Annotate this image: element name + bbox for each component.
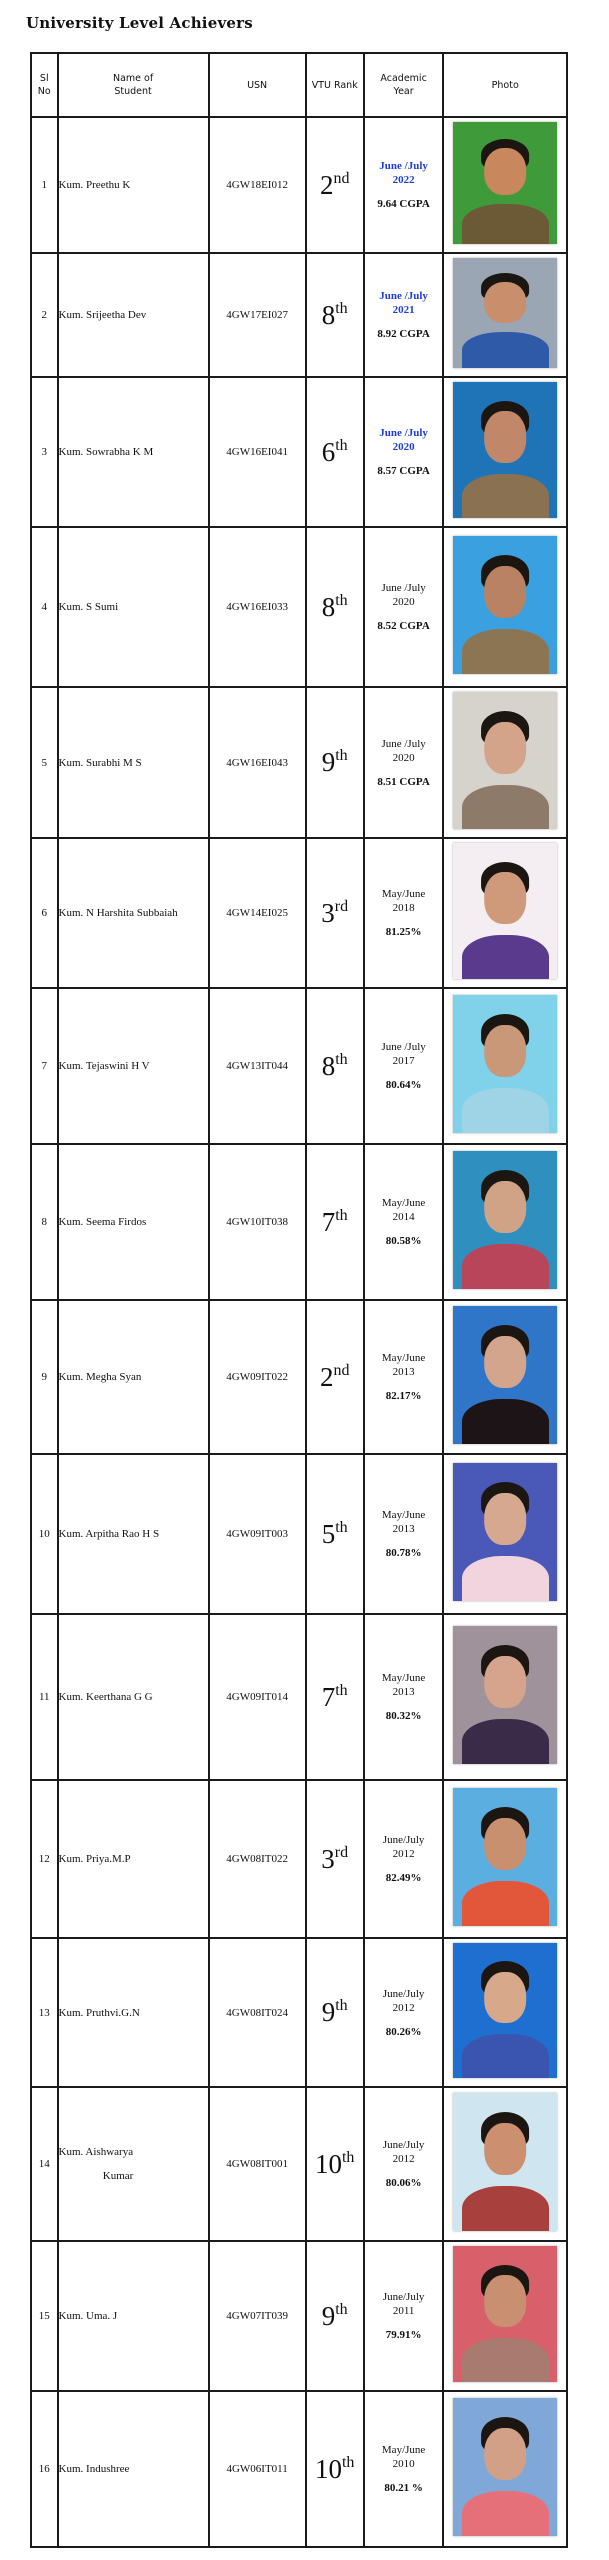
header-year: Academic Year — [364, 53, 444, 117]
student-photo — [453, 382, 557, 518]
vtu-rank-cell — [306, 253, 364, 377]
usn-cell: 4GW09IT003 — [209, 1454, 306, 1614]
photo-body-shape — [462, 629, 549, 673]
sl-no-cell: 8 — [31, 1144, 58, 1300]
exam-year: 2013 — [392, 1686, 415, 1698]
exam-year: 2020 — [392, 596, 415, 608]
student-name-cell — [58, 2087, 209, 2241]
exam-year: 2013 — [392, 1523, 415, 1535]
sl-no-cell: 3 — [31, 377, 58, 527]
score: 80.78% — [385, 1547, 422, 1559]
rank-suffix: rd — [334, 897, 349, 915]
rank-suffix: th — [335, 1518, 348, 1536]
vtu-rank-cell — [306, 2391, 364, 2547]
table-row — [31, 838, 567, 988]
header-usn: USN — [209, 53, 306, 117]
sl-no-cell: 6 — [31, 838, 58, 988]
photo-head-shape — [484, 1025, 526, 1077]
academic-year-cell — [364, 2241, 444, 2391]
sl-no-cell: 5 — [31, 687, 58, 838]
photo-cell — [443, 527, 567, 687]
exam-year: 2012 — [392, 2153, 415, 2165]
photo-head-shape — [484, 411, 526, 463]
vtu-rank-cell — [306, 838, 364, 988]
table-row — [31, 1300, 567, 1454]
table-row — [31, 117, 567, 253]
rank-suffix: th — [335, 1050, 348, 1068]
academic-year-cell — [364, 2087, 444, 2241]
vtu-rank-cell — [306, 1300, 364, 1454]
student-photo — [453, 1151, 557, 1289]
academic-year-cell — [364, 253, 444, 377]
exam-period: May/June — [381, 1672, 426, 1684]
exam-year: 2011 — [392, 2305, 415, 2317]
exam-period: May/June — [381, 1352, 426, 1364]
rank-number: 3 — [321, 897, 335, 928]
academic-year-cell — [364, 527, 444, 687]
vtu-rank-cell — [306, 1938, 364, 2087]
usn-cell: 4GW13IT044 — [209, 988, 306, 1144]
student-name-cell — [58, 2391, 209, 2547]
table-row — [31, 2391, 567, 2547]
photo-cell — [443, 838, 567, 988]
academic-year-cell — [364, 117, 444, 253]
student-name-cell — [58, 1614, 209, 1780]
student-name: Kum. Sowrabha K M — [58, 446, 154, 458]
student-name-cell — [58, 687, 209, 838]
exam-year: 2020 — [392, 441, 415, 453]
academic-year-cell — [364, 377, 444, 527]
exam-year: 2010 — [392, 2458, 415, 2470]
student-name: Kum. Indushree — [58, 2463, 130, 2475]
exam-period: May/June — [381, 1197, 426, 1209]
exam-year: 2014 — [392, 1211, 415, 1223]
rank-number: 5 — [321, 1518, 336, 1549]
photo-head-shape — [484, 1656, 526, 1708]
rank-number: 8 — [321, 299, 336, 330]
table-row — [31, 1938, 567, 2087]
student-photo — [453, 843, 557, 979]
student-name: Kum. Aishwarya — [58, 2146, 134, 2158]
photo-body-shape — [462, 1399, 549, 1443]
rank-suffix: th — [335, 299, 348, 317]
sl-no-cell: 7 — [31, 988, 58, 1144]
exam-period: June /July — [379, 290, 428, 302]
score: 8.57 CGPA — [377, 465, 430, 477]
usn-cell: 4GW08IT022 — [209, 1780, 306, 1938]
photo-body-shape — [462, 2186, 549, 2230]
photo-cell — [443, 253, 567, 377]
table-row — [31, 1144, 567, 1300]
photo-cell — [443, 2087, 567, 2241]
score: 82.49% — [385, 1872, 422, 1884]
usn-cell: 4GW10IT038 — [209, 1144, 306, 1300]
academic-year-cell — [364, 838, 444, 988]
photo-cell — [443, 988, 567, 1144]
rank-number: 9 — [321, 2300, 336, 2331]
usn-cell: 4GW16EI043 — [209, 687, 306, 838]
usn-cell: 4GW09IT014 — [209, 1614, 306, 1780]
rank-number: 7 — [321, 1681, 336, 1712]
photo-head-shape — [484, 1493, 526, 1545]
student-photo — [453, 1306, 557, 1444]
rank-suffix: th — [335, 591, 348, 609]
exam-period: June /July — [381, 1041, 426, 1053]
photo-head-shape — [484, 2123, 526, 2175]
exam-year: 2013 — [392, 1366, 415, 1378]
exam-period: June /July — [379, 160, 428, 172]
vtu-rank-cell — [306, 1454, 364, 1614]
exam-period: June /July — [381, 737, 426, 750]
sl-no-cell: 16 — [31, 2391, 58, 2547]
student-photo — [453, 536, 557, 674]
academic-year-cell — [364, 1300, 444, 1454]
student-name: Kum. Pruthvi.G.N — [58, 2006, 140, 2019]
table-row — [31, 377, 567, 527]
exam-year: 2012 — [392, 1848, 415, 1860]
score: 80.06% — [385, 2177, 422, 2189]
exam-year: 2020 — [392, 751, 415, 764]
exam-year: 2022 — [392, 174, 415, 186]
usn-cell: 4GW09IT022 — [209, 1300, 306, 1454]
student-photo — [453, 258, 557, 368]
usn-cell: 4GW06IT011 — [209, 2391, 306, 2547]
sl-no-cell: 11 — [31, 1614, 58, 1780]
student-name: Kum. Seema Firdos — [58, 1216, 147, 1228]
usn-cell: 4GW18EI012 — [209, 117, 306, 253]
exam-period: June/July — [382, 1987, 425, 2000]
academic-year-cell — [364, 1454, 444, 1614]
vtu-rank-cell — [306, 2087, 364, 2241]
photo-head-shape — [484, 282, 526, 324]
rank-suffix: th — [335, 1997, 348, 2014]
sl-no-cell: 9 — [31, 1300, 58, 1454]
rank-suffix: nd — [333, 1361, 350, 1379]
usn-cell: 4GW08IT024 — [209, 1938, 306, 2087]
photo-head-shape — [484, 872, 526, 924]
vtu-rank-cell — [306, 1780, 364, 1938]
academic-year-cell — [364, 1614, 444, 1780]
academic-year-cell — [364, 1144, 444, 1300]
usn-cell: 4GW16EI041 — [209, 377, 306, 527]
student-photo — [453, 995, 557, 1133]
photo-body-shape — [462, 2034, 549, 2077]
student-name-cell — [58, 2241, 209, 2391]
rank-number: 9 — [321, 747, 336, 777]
rank-suffix: th — [335, 436, 348, 454]
student-name-cell — [58, 1454, 209, 1614]
photo-body-shape — [462, 2491, 549, 2535]
exam-period: June/July — [382, 2291, 425, 2303]
vtu-rank-cell — [306, 988, 364, 1144]
rank-number: 8 — [321, 1050, 336, 1081]
student-name-cell — [58, 1780, 209, 1938]
academic-year-cell — [364, 2391, 444, 2547]
score: 79.91% — [385, 2329, 422, 2341]
table-header-row — [31, 53, 567, 117]
score: 9.64 CGPA — [377, 198, 430, 210]
rank-number: 2 — [319, 1361, 334, 1392]
exam-period: June/July — [382, 2139, 425, 2151]
photo-body-shape — [462, 935, 549, 979]
vtu-rank-cell — [306, 687, 364, 838]
usn-cell: 4GW07IT039 — [209, 2241, 306, 2391]
rank-suffix: th — [335, 747, 348, 764]
photo-cell — [443, 687, 567, 838]
photo-cell — [443, 1938, 567, 2087]
student-name: Kum. Tejaswini H V — [58, 1060, 150, 1072]
usn-cell: 4GW08IT001 — [209, 2087, 306, 2241]
vtu-rank-cell — [306, 2241, 364, 2391]
student-photo — [453, 1463, 557, 1601]
rank-suffix: rd — [334, 1843, 349, 1861]
table-row — [31, 988, 567, 1144]
student-name-cell — [58, 1144, 209, 1300]
table-row — [31, 527, 567, 687]
academic-year-cell — [364, 1938, 444, 2087]
table-row — [31, 2087, 567, 2241]
usn-cell: 4GW16EI033 — [209, 527, 306, 687]
photo-body-shape — [462, 1556, 549, 1600]
photo-cell — [443, 1300, 567, 1454]
academic-year-cell — [364, 687, 444, 838]
sl-no-cell: 12 — [31, 1780, 58, 1938]
student-name: Kum. S Sumi — [58, 601, 119, 613]
score: 80.32% — [385, 1710, 422, 1722]
usn-cell: 4GW14EI025 — [209, 838, 306, 988]
student-name: Kum. N Harshita Subbaiah — [58, 907, 178, 919]
table-row — [31, 1614, 567, 1780]
student-photo — [453, 1626, 557, 1764]
exam-period: May/June — [381, 888, 426, 900]
sl-no-cell: 10 — [31, 1454, 58, 1614]
student-name-cell — [58, 253, 209, 377]
photo-body-shape — [462, 204, 549, 243]
score: 8.92 CGPA — [377, 328, 430, 340]
score: 8.52 CGPA — [377, 620, 430, 632]
score: 80.26% — [385, 2025, 422, 2038]
table-row — [31, 2241, 567, 2391]
photo-body-shape — [462, 332, 549, 367]
rank-number: 10 — [314, 2453, 342, 2484]
photo-body-shape — [462, 1719, 549, 1763]
photo-head-shape — [484, 2275, 526, 2327]
achievers-table — [30, 52, 568, 2548]
academic-year-cell — [364, 1780, 444, 1938]
sl-no-cell: 14 — [31, 2087, 58, 2241]
rank-number: 6 — [321, 436, 336, 467]
exam-period: May/June — [381, 2444, 426, 2456]
score: 80.64% — [385, 1079, 422, 1091]
exam-year: 2021 — [392, 304, 415, 316]
header-name: Name of Student — [58, 53, 209, 117]
photo-body-shape — [462, 1244, 549, 1288]
student-photo — [453, 122, 557, 244]
photo-head-shape — [484, 566, 526, 618]
photo-cell — [443, 1780, 567, 1938]
photo-body-shape — [462, 2338, 549, 2382]
vtu-rank-cell — [306, 1144, 364, 1300]
student-photo — [453, 2398, 557, 2536]
photo-head-shape — [484, 2428, 526, 2480]
vtu-rank-cell — [306, 527, 364, 687]
photo-cell — [443, 2241, 567, 2391]
student-name: Kum. Arpitha Rao H S — [58, 1528, 160, 1540]
rank-suffix: th — [341, 2148, 355, 2166]
photo-cell — [443, 1614, 567, 1780]
table-row — [31, 253, 567, 377]
academic-year-cell — [364, 988, 444, 1144]
page-title: University Level Achievers — [26, 14, 253, 32]
photo-body-shape — [462, 1881, 549, 1925]
student-name-line2: Kumar — [102, 2170, 134, 2182]
student-name: Kum. Priya.M.P — [58, 1853, 131, 1865]
rank-suffix: nd — [333, 169, 350, 187]
rank-number: 10 — [314, 2148, 342, 2179]
vtu-rank-cell — [306, 377, 364, 527]
vtu-rank-cell — [306, 117, 364, 253]
score: 80.58% — [385, 1235, 422, 1247]
header-rank: VTU Rank — [306, 53, 364, 117]
exam-period: June /July — [379, 427, 428, 439]
student-photo — [453, 1788, 557, 1926]
rank-number: 7 — [321, 1206, 336, 1237]
rank-number: 8 — [321, 591, 336, 622]
student-name-cell — [58, 988, 209, 1144]
student-name: Kum. Keerthana G G — [58, 1691, 153, 1703]
student-name-cell — [58, 1938, 209, 2087]
photo-cell — [443, 117, 567, 253]
student-name: Kum. Srijeetha Dev — [58, 309, 147, 321]
sl-no-cell: 1 — [31, 117, 58, 253]
exam-year: 2012 — [392, 2001, 415, 2014]
sl-no-cell: 4 — [31, 527, 58, 687]
student-name: Kum. Preethu K — [58, 179, 131, 191]
photo-head-shape — [484, 1818, 526, 1870]
rank-suffix: th — [335, 1206, 348, 1224]
table-row — [31, 1454, 567, 1614]
photo-body-shape — [462, 474, 549, 518]
exam-year: 2017 — [392, 1055, 415, 1067]
student-name: Kum. Uma. J — [58, 2310, 118, 2322]
photo-head-shape — [484, 722, 526, 774]
rank-number: 3 — [321, 1843, 335, 1874]
table-row — [31, 1780, 567, 1938]
student-name: Kum. Megha Syan — [58, 1371, 142, 1383]
sl-no-cell: 2 — [31, 253, 58, 377]
rank-suffix: th — [335, 1681, 348, 1699]
photo-head-shape — [484, 148, 526, 194]
sl-no-cell: 15 — [31, 2241, 58, 2391]
student-photo — [453, 692, 557, 829]
vtu-rank-cell — [306, 1614, 364, 1780]
rank-number: 9 — [321, 1997, 336, 2027]
header-photo: Photo — [443, 53, 567, 117]
student-name-cell — [58, 117, 209, 253]
score: 8.51 CGPA — [377, 775, 430, 788]
photo-body-shape — [462, 785, 549, 829]
table-body — [31, 117, 567, 2547]
student-name-cell — [58, 527, 209, 687]
rank-suffix: th — [341, 2453, 355, 2471]
usn-cell: 4GW17EI027 — [209, 253, 306, 377]
table-row — [31, 687, 567, 838]
student-photo — [453, 1943, 557, 2078]
student-name-cell — [58, 838, 209, 988]
photo-cell — [443, 2391, 567, 2547]
exam-period: June/July — [382, 1834, 425, 1846]
photo-cell — [443, 1454, 567, 1614]
header-sl-no: Sl No — [31, 53, 58, 117]
photo-head-shape — [484, 1181, 526, 1233]
rank-suffix: th — [335, 2300, 348, 2318]
photo-head-shape — [484, 1972, 526, 2023]
photo-cell — [443, 1144, 567, 1300]
score: 82.17% — [385, 1390, 422, 1402]
student-name-cell — [58, 377, 209, 527]
exam-period: May/June — [381, 1509, 426, 1521]
sl-no-cell: 13 — [31, 1938, 58, 2087]
exam-period: June /July — [381, 582, 426, 594]
student-photo — [453, 2093, 557, 2231]
student-name-cell — [58, 1300, 209, 1454]
exam-year: 2018 — [392, 902, 415, 914]
photo-cell — [443, 377, 567, 527]
rank-number: 2 — [319, 169, 334, 200]
score: 80.21 % — [384, 2482, 423, 2494]
student-name: Kum. Surabhi M S — [58, 756, 142, 769]
photo-body-shape — [462, 1088, 549, 1132]
photo-head-shape — [484, 1336, 526, 1388]
student-photo — [453, 2246, 557, 2382]
score: 81.25% — [385, 926, 422, 938]
